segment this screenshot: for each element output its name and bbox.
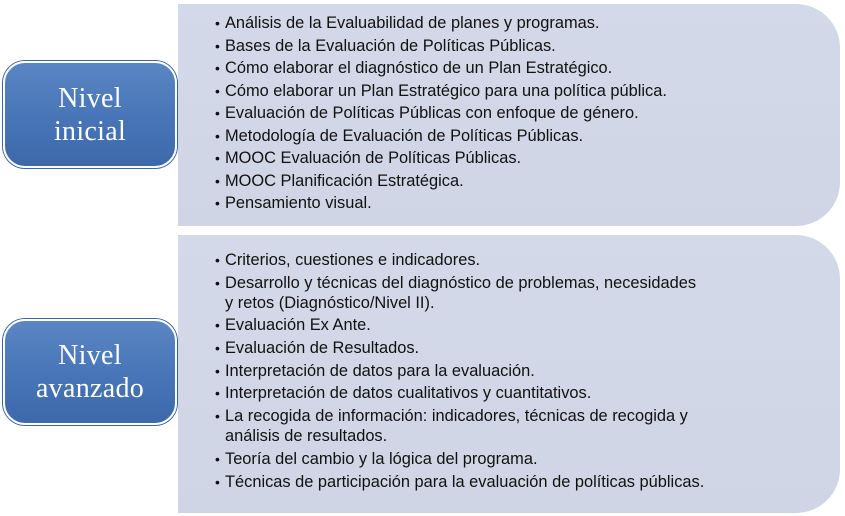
initial-level-label: Nivel inicial [53, 82, 127, 147]
list-item: • Evaluación de Políticas Públicas con enfoque de género. [215, 103, 840, 123]
advanced-course-list [215, 250, 840, 492]
list-item: • Evaluación de Resultados. [215, 338, 840, 358]
list-item: • Bases de la Evaluación de Políticas Públicas. [215, 36, 840, 56]
initial-level-panel [178, 4, 840, 226]
list-item: • MOOC Planificación Estratégica. [215, 171, 840, 191]
advanced-level-panel [178, 235, 840, 513]
initial-course-list [215, 13, 840, 213]
list-item: • Metodología de Evaluación de Políticas Públicas. [215, 126, 840, 146]
list-item: • MOOC Evaluación de Políticas Públicas. [215, 148, 840, 168]
list-item: • Pensamiento visual. [215, 193, 840, 213]
list-item: • Interpretación de datos cualitativos y cuantitativos. [215, 383, 840, 403]
advanced-level-label-box [3, 319, 177, 425]
list-item: • Evaluación Ex Ante. [215, 315, 840, 335]
list-item: • Cómo elaborar el diagnóstico de un Plan Estratégico. [215, 58, 840, 78]
list-item: • Desarrollo y técnicas del diagnóstico de problemas, necesidades y retos (Diagnóstico/Nivel II). [215, 273, 840, 313]
list-item: • Interpretación de datos para la evaluación. [215, 361, 840, 381]
list-item: • Técnicas de participación para la evaluación de políticas públicas. [215, 472, 840, 492]
advanced-level-label: Nivel avanzado [35, 340, 145, 404]
list-item: • Criterios, cuestiones e indicadores. [215, 250, 840, 270]
list-item: • Análisis de la Evaluabilidad de planes y programas. [215, 13, 840, 33]
list-item: • Cómo elaborar un Plan Estratégico para una política pública. [215, 81, 840, 101]
list-item: • Teoría del cambio y la lógica del programa. [215, 449, 840, 469]
list-item: • La recogida de información: indicadores, técnicas de recogida y análisis de resultados. [215, 406, 840, 446]
initial-level-label-box [3, 61, 177, 168]
